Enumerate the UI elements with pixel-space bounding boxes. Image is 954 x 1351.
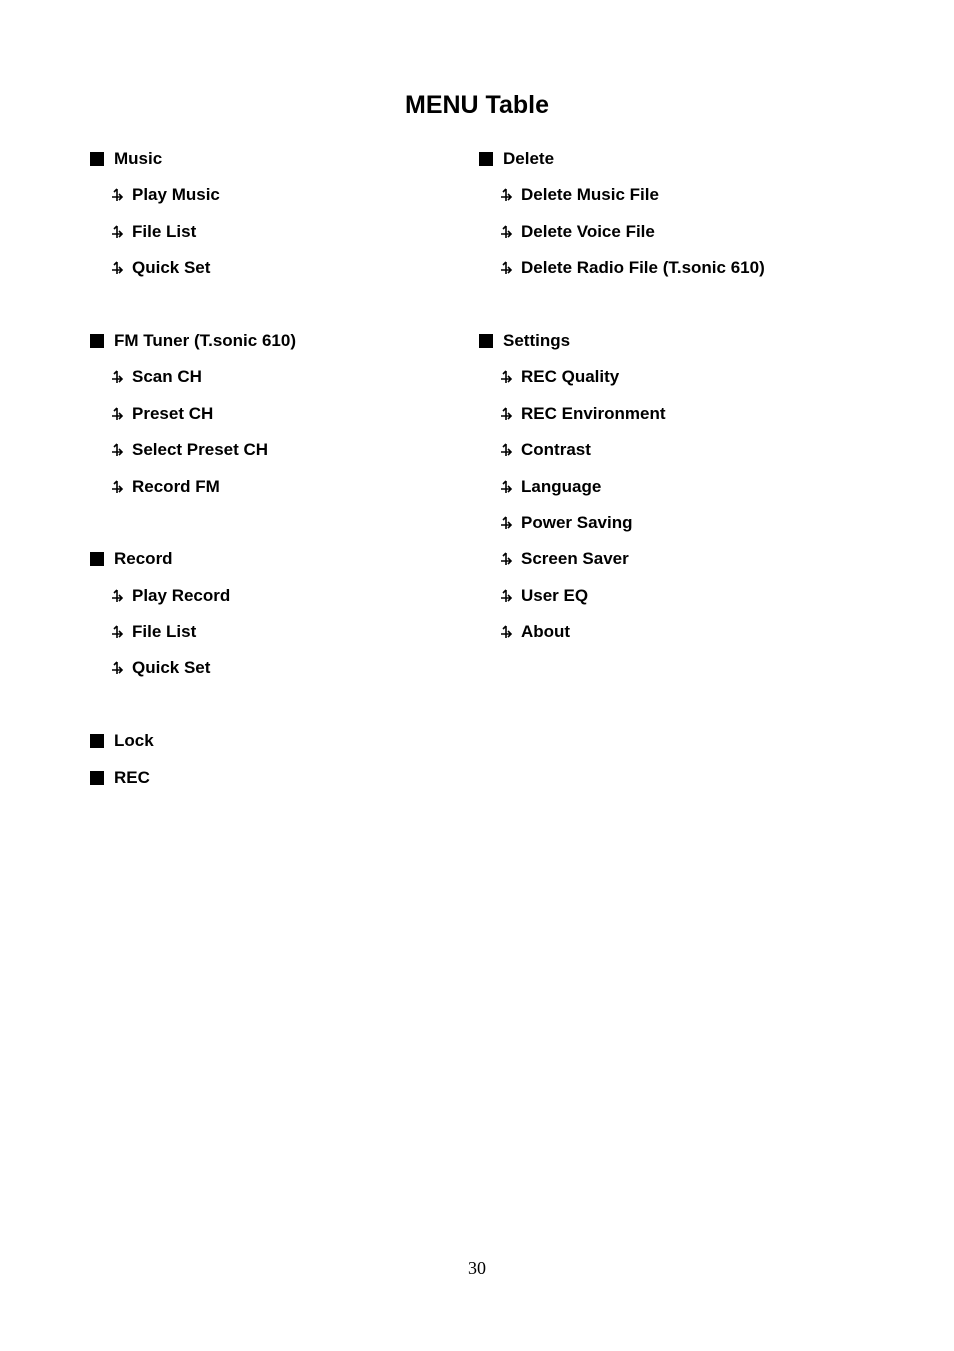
menu-item	[479, 364, 879, 390]
black-square-icon	[479, 334, 493, 348]
menu-item	[90, 255, 490, 281]
section-heading	[90, 546, 490, 572]
menu-item	[90, 655, 490, 681]
item-label: Select Preset CH	[132, 440, 269, 460]
black-square-icon	[90, 334, 104, 348]
arrow-bullet-icon	[110, 370, 124, 384]
arrow-bullet-icon	[110, 407, 124, 421]
left-column	[90, 146, 490, 801]
section-heading	[90, 328, 490, 354]
menu-item	[479, 619, 879, 645]
item-label: Language	[521, 476, 602, 496]
heading-label: Delete	[503, 149, 555, 168]
item-label: Play Record	[132, 585, 231, 605]
menu-item	[90, 437, 490, 463]
arrow-bullet-icon	[110, 480, 124, 494]
menu-item	[479, 182, 879, 208]
page-number: 30	[468, 1258, 486, 1278]
arrow-bullet-icon	[499, 225, 513, 239]
item-label: User EQ	[521, 585, 589, 605]
arrow-bullet-icon	[110, 625, 124, 639]
black-square-icon	[479, 152, 493, 166]
menu-item	[90, 219, 490, 245]
arrow-bullet-icon	[499, 589, 513, 603]
heading-label: Lock	[114, 731, 154, 751]
arrow-bullet-icon	[110, 261, 124, 275]
menu-item	[90, 583, 490, 609]
arrow-bullet-icon	[499, 625, 513, 639]
heading-label: Music	[114, 149, 163, 168]
item-label: Power Saving	[521, 512, 633, 532]
item-label: File List	[132, 221, 197, 241]
item-label: Quick Set	[132, 258, 211, 278]
item-label: Quick Set	[132, 658, 211, 678]
menu-item	[90, 364, 490, 390]
item-label: Record FM	[132, 476, 220, 496]
section-delete	[479, 146, 879, 281]
section-heading	[90, 728, 490, 754]
black-square-icon	[90, 152, 104, 166]
item-label: Delete Radio File (T.sonic 610)	[521, 258, 765, 278]
black-square-icon	[90, 552, 104, 566]
heading-label: FM Tuner (T.sonic 610)	[114, 330, 296, 350]
black-square-icon	[90, 734, 104, 748]
menu-item	[479, 510, 879, 536]
arrow-bullet-icon	[499, 188, 513, 202]
menu-item	[479, 255, 879, 281]
section-heading	[90, 146, 490, 172]
item-label: Scan CH	[132, 367, 202, 387]
section-settings	[479, 328, 879, 645]
section-lock	[90, 728, 490, 754]
section-record	[90, 546, 490, 681]
menu-item	[479, 401, 879, 427]
arrow-bullet-icon	[499, 407, 513, 421]
menu-item	[90, 619, 490, 645]
item-label: Play Music	[132, 185, 220, 205]
menu-item	[479, 219, 879, 245]
section-rec	[90, 765, 490, 791]
menu-item	[90, 474, 490, 500]
menu-item	[479, 546, 879, 572]
black-square-icon	[90, 771, 104, 785]
menu-item	[90, 401, 490, 427]
arrow-bullet-icon	[110, 589, 124, 603]
arrow-bullet-icon	[499, 480, 513, 494]
arrow-bullet-icon	[110, 188, 124, 202]
section-heading	[479, 146, 879, 172]
item-label: Screen Saver	[521, 549, 629, 569]
item-label: REC Environment	[521, 403, 666, 423]
item-label: Delete Music File	[521, 185, 659, 205]
arrow-bullet-icon	[499, 370, 513, 384]
section-heading	[479, 328, 879, 354]
menu-item	[479, 474, 879, 500]
arrow-bullet-icon	[499, 261, 513, 275]
heading-label: Record	[114, 549, 173, 569]
item-label: Preset CH	[132, 403, 214, 423]
arrow-bullet-icon	[499, 552, 513, 566]
item-label: File List	[132, 622, 197, 642]
item-label: Contrast	[521, 440, 591, 460]
page-title: MENU Table	[405, 91, 549, 119]
menu-item	[90, 182, 490, 208]
menu-item	[479, 583, 879, 609]
section-music	[90, 146, 490, 281]
arrow-bullet-icon	[110, 225, 124, 239]
item-label: About	[521, 622, 571, 642]
menu-item	[479, 437, 879, 463]
arrow-bullet-icon	[499, 516, 513, 530]
arrow-bullet-icon	[499, 443, 513, 457]
heading-label: REC	[114, 767, 150, 787]
section-fm-tuner	[90, 328, 490, 500]
item-label: Delete Voice File	[521, 221, 655, 241]
right-column	[479, 146, 879, 655]
arrow-bullet-icon	[110, 661, 124, 675]
heading-label: Settings	[503, 330, 571, 350]
item-label: REC Quality	[521, 367, 620, 387]
arrow-bullet-icon	[110, 443, 124, 457]
section-heading	[90, 765, 490, 791]
